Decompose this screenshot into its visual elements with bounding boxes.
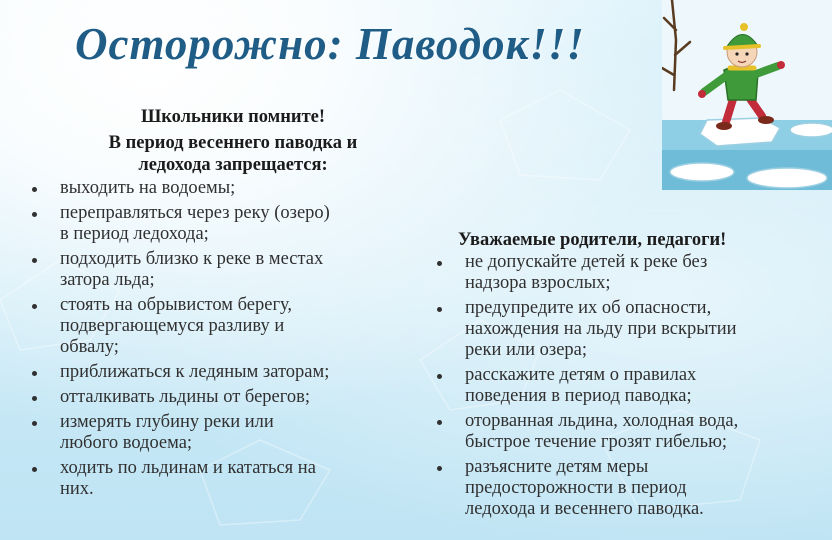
item-line: приближаться к ледяным заторам; — [60, 362, 330, 382]
bullet-icon — [32, 304, 37, 309]
parents-item — [465, 298, 825, 361]
item-line: измерять глубину реки или — [60, 412, 274, 432]
item-line: них. — [60, 479, 94, 499]
parents-heading: Уважаемые родители, педагоги! — [458, 230, 727, 250]
item-line: ходить по льдинам и кататься на — [60, 458, 316, 478]
item-line: подходить близко к реке в местах — [60, 249, 324, 269]
parents-item — [465, 457, 825, 520]
item-line: затора льда; — [60, 270, 155, 290]
parents-list — [465, 252, 825, 524]
item-line: быстрое течение грозят гибелью; — [465, 432, 728, 452]
item-line: ледохода и весеннего паводка. — [465, 499, 704, 519]
parents-item — [465, 365, 825, 407]
parents-item — [465, 411, 825, 453]
bullet-icon — [32, 421, 37, 426]
page-title: Осторожно: Паводок!!! — [75, 19, 585, 69]
bullet-icon — [32, 258, 37, 263]
prohibited-item — [60, 412, 420, 454]
bullet-icon — [32, 212, 37, 217]
item-line: реки или озера; — [465, 340, 588, 360]
item-line: надзора взрослых; — [465, 273, 611, 293]
item-line: оторванная льдина, холодная вода, — [465, 411, 739, 431]
item-line: выходить на водоемы; — [60, 178, 236, 198]
item-line: разъясните детям меры — [465, 457, 649, 477]
prohibited-item — [60, 387, 420, 408]
parents-item — [465, 252, 825, 294]
bullet-icon — [32, 187, 37, 192]
prohibited-item — [60, 362, 420, 383]
item-line: любого водоема; — [60, 433, 193, 453]
bullet-icon — [32, 467, 37, 472]
item-line: отталкивать льдины от берегов; — [60, 387, 311, 407]
prohibited-item — [60, 295, 420, 358]
prohibited-item — [60, 458, 420, 500]
intro-line-2: В период весеннего паводка и — [108, 133, 358, 153]
intro-block — [48, 106, 418, 180]
bullet-icon — [437, 307, 442, 312]
item-line: подвергающемуся разливу и — [60, 316, 285, 336]
item-line: предосторожности в период — [465, 478, 687, 498]
item-line: в период ледохода; — [60, 224, 209, 244]
item-line: предупредите их об опасности, — [465, 298, 712, 318]
item-line: поведения в период паводка; — [465, 386, 692, 406]
bullet-icon — [437, 466, 442, 471]
item-line: переправляться через реку (озеро) — [60, 203, 330, 223]
bullet-icon — [32, 396, 37, 401]
intro-line-1: Школьники помните! — [140, 107, 326, 127]
prohibited-item — [60, 203, 420, 245]
intro-line-3: ледохода запрещается: — [138, 155, 328, 175]
prohibited-item — [60, 249, 420, 291]
bullet-icon — [437, 420, 442, 425]
item-line: расскажите детям о правилах — [465, 365, 697, 385]
bullet-icon — [437, 261, 442, 266]
bullet-icon — [32, 371, 37, 376]
prohibited-list — [60, 178, 420, 504]
item-line: обвалу; — [60, 337, 119, 357]
prohibited-item — [60, 178, 420, 199]
child-on-ice-illustration — [662, 0, 832, 190]
bullet-icon — [437, 374, 442, 379]
item-line: не допускайте детей к реке без — [465, 252, 708, 272]
item-line: стоять на обрывистом берегу, — [60, 295, 293, 315]
item-line: нахождения на льду при вскрытии — [465, 319, 737, 339]
